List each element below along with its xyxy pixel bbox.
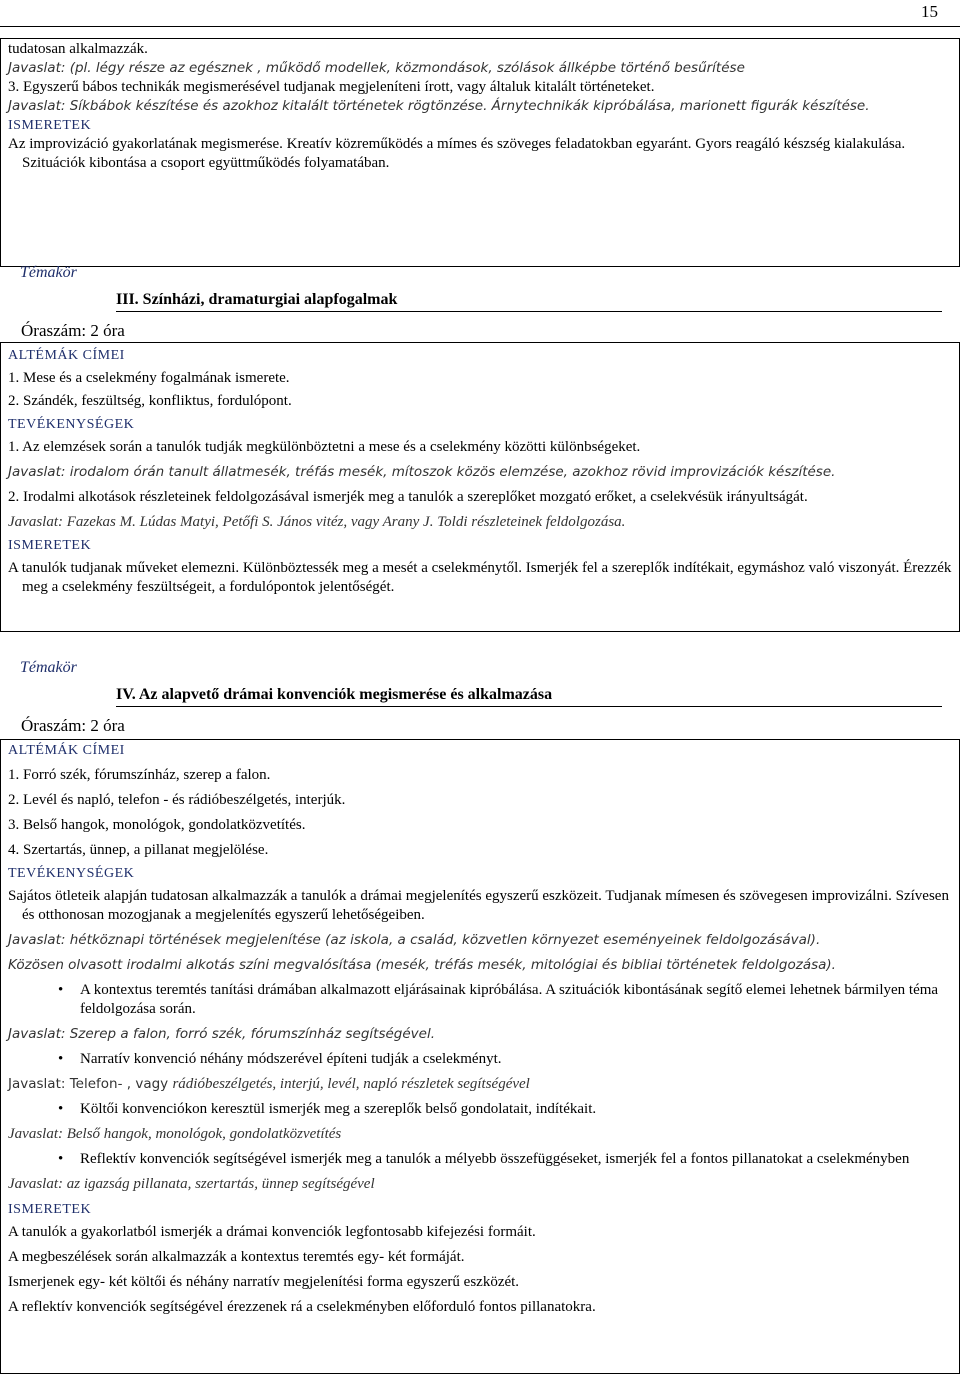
ismeretek-text: A tanulók tudjanak műveket elemezni. Különböztessék meg a mesét a cselekménytől. Ismerjék fel a szereplők indítékait, egymáshoz való viszonyát. Érezzék meg a cselekmény feszültségeit, a fordulópontok jelentőségét. — [8, 560, 952, 595]
bullet-item: • Költői konvenciókon keresztül ismerjék meg a szereplők belső gondolatait, indítékait. — [8, 1100, 953, 1119]
list-item: 1. Forró szék, fórumszínház, szerep a falon. — [8, 767, 271, 783]
list-item: 1. Mese és a cselekmény fogalmának ismerete. — [8, 370, 290, 386]
suggestion-prefix: Javaslat: Telefon- , vagy — [8, 1076, 173, 1092]
activity-text: 1. Az elemzések során a tanulók tudják megkülönböztetni a mese és a cselekmény közötti különbségeket. — [8, 439, 641, 455]
temakor-label: Témakör — [20, 659, 77, 676]
altemak-heading: ALTÉMÁK CÍMEI — [8, 348, 125, 363]
ismeretek-text: Az improvizáció gyakorlatának megismerése. Kreatív közreműködés a mímes és szöveges feladatokban egyaránt. Gyors reagáló készség kialakulása. Szituációk kibontása a csoport együttműködés folyamatában. — [8, 136, 906, 171]
activity-text: Sajátos ötleteik alapján tudatosan alkalmazzák a tanulók a drámai megjelenítés egyszerű eszközeit. Tudjanak mímesen és szövegesen improvizálni. Szívesen és otthonosan mozogjanak a megjelenítés egyszerű lehetőségeiben. — [8, 888, 949, 923]
ismeretek-text: Ismerjenek egy- két költői és néhány narratív megjelenítési forma egyszerű eszközét. — [8, 1274, 520, 1290]
suggestion-rest: rádióbeszélgetés, interjú, levél, napló részletek segítségével — [172, 1076, 530, 1092]
section-title: III. Színházi, dramaturgiai alapfogalmak — [116, 290, 942, 312]
suggestion-line: Javaslat: hétköznapi történések megjelenítése (az iskola, a család, közvetlen környezet eseményeinek feldolgozásával). — [8, 932, 821, 948]
oraszam: Óraszám: 2 óra — [21, 716, 125, 735]
list-item: 2. Levél és napló, telefon - és rádióbeszélgetés, interjúk. — [8, 792, 346, 808]
bullet-item: • Narratív konvenció néhány módszerével építeni tudják a cselekményt. — [8, 1050, 953, 1069]
suggestion-line: Javaslat: Szerep a falon, forró szék, fórumszínház segítségével. — [8, 1026, 436, 1042]
altemak-heading: ALTÉMÁK CÍMEI — [8, 743, 125, 758]
activity-text: 2. Irodalmi alkotások részleteinek feldolgozásával ismerjék meg a tanulók a szereplőket mozgató erőket, a cselekvésük irányultságát. — [8, 489, 808, 505]
suggestion-line: Javaslat: irodalom órán tanult állatmesék, tréfás mesék, mítoszok közös elemzése, azokhoz rövid improvizációk készítése. — [8, 464, 836, 480]
section4-box — [0, 739, 960, 1374]
bullet-item: • Reflektív konvenciók segítségével ismerjék meg a tanulók a mélyebb összefüggéseket, ismerjék fel a fontos pillanatokat a cselekményben — [8, 1150, 953, 1169]
header-rule — [0, 26, 960, 27]
ismeretek-heading: ISMERETEK — [8, 1202, 92, 1217]
continuation-box — [0, 38, 960, 267]
list-item: 2. Szándék, feszültség, konfliktus, fordulópont. — [8, 393, 292, 409]
ismeretek-label: ISMERETEK — [8, 118, 92, 133]
suggestion-line: Javaslat: az igazság pillanata, szertartás, ünnep segítségével — [8, 1176, 375, 1192]
ismeretek-heading — [8, 116, 953, 135]
suggestion-line: Javaslat: Belső hangok, monológok, gondolatközvetítés — [8, 1126, 342, 1142]
page-number: 15 — [921, 2, 938, 21]
text-line: 3. Egyszerű bábos technikák megismerésével tudjanak megjeleníteni írott, vagy általuk kitalált történeteket. — [8, 79, 655, 95]
tevekenysegek-heading: TEVÉKENYSÉGEK — [8, 866, 135, 881]
section-title: IV. Az alapvető drámai konvenciók megismerése és alkalmazása — [116, 685, 942, 707]
section3-box — [0, 342, 960, 632]
ismeretek-text: A reflektív konvenciók segítségével érezzenek rá a cselekményben előforduló fontos pillanatokra. — [8, 1299, 596, 1315]
suggestion-line: Javaslat: Fazekas M. Lúdas Matyi, Petőfi S. János vitéz, vagy Arany J. Toldi részleteinek feldolgozása. — [8, 514, 626, 530]
bullet-item: • A kontextus teremtés tanítási drámában alkalmazott eljárásainak kipróbálása. A szituációk kibontásának segítő elemei lehetnek bármilyen téma feldolgozása során. — [8, 981, 953, 1019]
suggestion-line — [8, 1075, 953, 1094]
list-item: 3. Belső hangok, monológok, gondolatközvetítés. — [8, 817, 306, 833]
ismeretek-text: A megbeszélések során alkalmazzák a kontextus teremtés egy- két formáját. — [8, 1249, 465, 1265]
temakor-label: Témakör — [20, 264, 77, 281]
ismeretek-text: A tanulók a gyakorlatból ismerjék a drámai konvenciók legfontosabb kifejezési formáit. — [8, 1224, 536, 1240]
suggestion-line: Javaslat: Síkbábok készítése és azokhoz kitalált történetek rögtönzése. Árnytechnikák kipróbálása, marionett figurák készítése. — [8, 98, 870, 114]
text-line: tudatosan alkalmazzák. — [8, 41, 148, 57]
ismeretek-heading: ISMERETEK — [8, 538, 92, 553]
suggestion-line: Javaslat: (pl. légy része az egésznek , működő modellek, közmondások, szólások állképbe történő besűrítése — [8, 60, 745, 76]
tevekenysegek-heading: TEVÉKENYSÉGEK — [8, 417, 135, 432]
oraszam: Óraszám: 2 óra — [21, 321, 125, 340]
list-item: 4. Szertartás, ünnep, a pillanat megjelölése. — [8, 842, 269, 858]
suggestion-line: Közösen olvasott irodalmi alkotás színi megvalósítása (mesék, tréfás mesék, mitológiai és bibliai történetek feldolgozása). — [8, 957, 836, 973]
